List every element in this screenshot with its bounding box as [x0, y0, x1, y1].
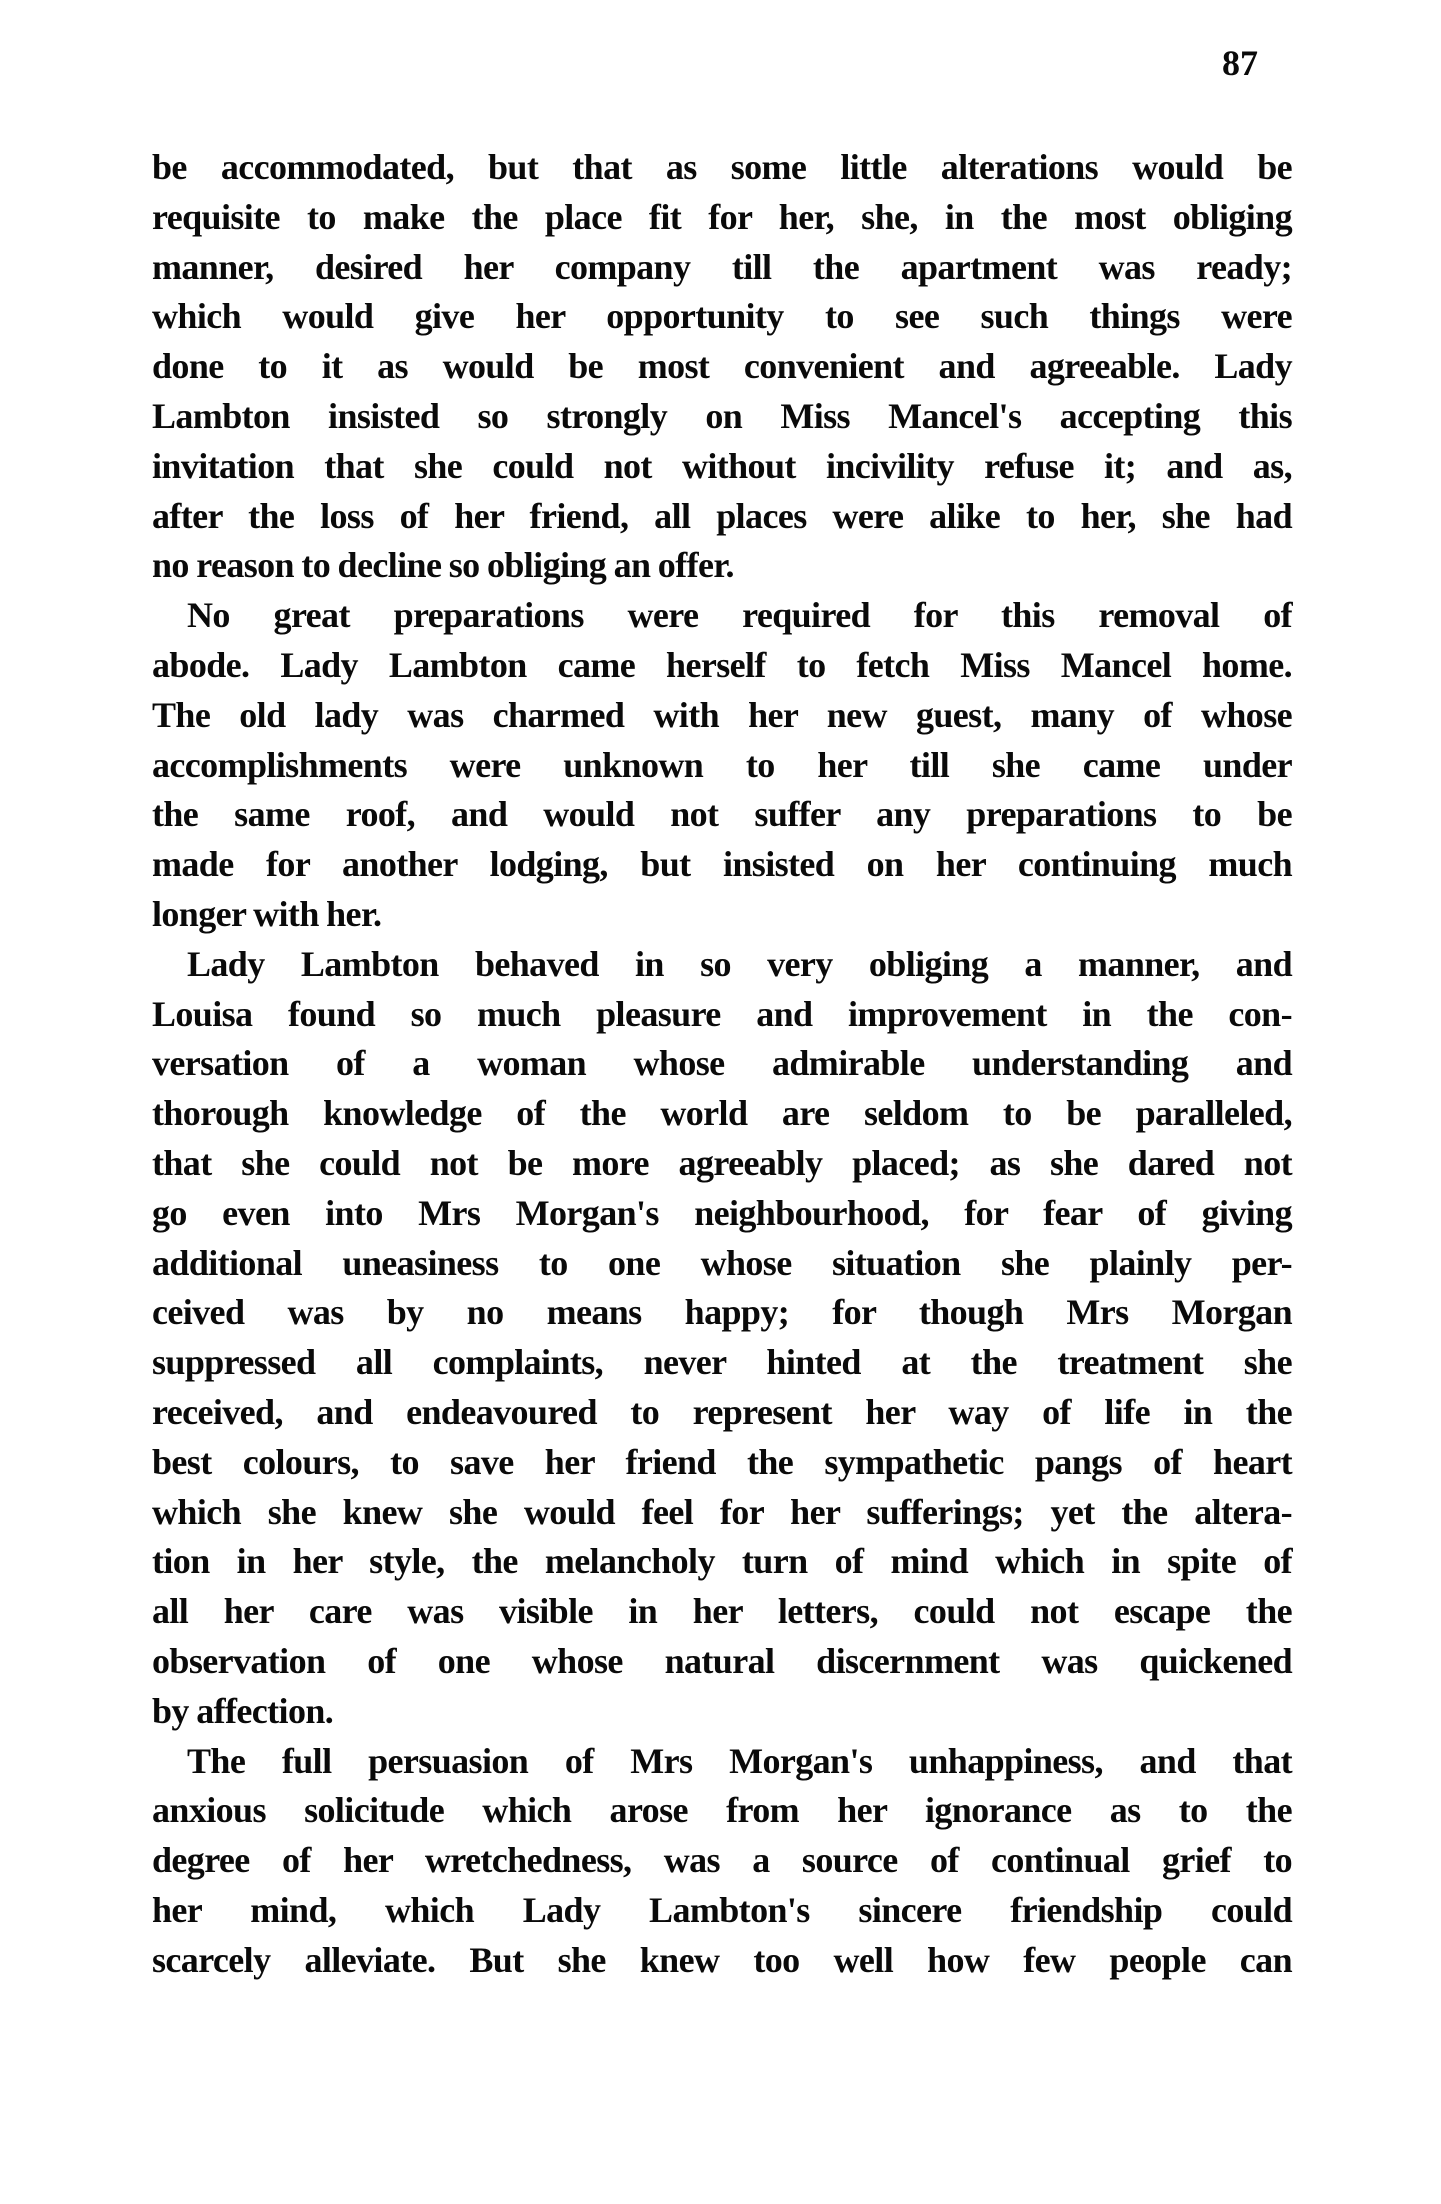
text-line: ceived was by no means happy; for though Mrs Morgan — [152, 1292, 1292, 1333]
text-line: by affection. — [152, 1690, 334, 1731]
text-line: that she could not be more agreeably placed; as she dared not — [152, 1142, 1292, 1183]
text-line: which would give her opportunity to see such things were — [152, 296, 1292, 337]
text-line: thorough knowledge of the world are seldom to be paralleled, — [152, 1093, 1292, 1134]
text-line: No great preparations were required for this removal of — [187, 595, 1292, 636]
body-text — [152, 143, 1292, 1985]
text-line: observation of one whose natural discernment was quickened — [152, 1640, 1292, 1681]
text-line: abode. Lady Lambton came herself to fetch Miss Mancel home. — [152, 644, 1292, 685]
text-line: degree of her wretchedness, was a source of continual grief to — [152, 1840, 1292, 1881]
text-line: longer with her. — [152, 893, 382, 934]
text-line: Lambton insisted so strongly on Miss Mancel's accepting this — [152, 395, 1292, 436]
text-line: anxious solicitude which arose from her ignorance as to the — [152, 1790, 1292, 1831]
text-line: scarcely alleviate. But she knew too well how few people can — [152, 1939, 1292, 1980]
text-line: done to it as would be most convenient and agreeable. Lady — [152, 346, 1292, 387]
paragraph — [152, 1737, 1292, 1986]
text-line: which she knew she would feel for her sufferings; yet the altera- — [152, 1491, 1292, 1532]
paragraph — [152, 143, 1292, 591]
text-line: accomplishments were unknown to her till she came under — [152, 744, 1292, 785]
text-line: no reason to decline so obliging an offer. — [152, 545, 734, 586]
text-line: after the loss of her friend, all places were alike to her, she had — [152, 495, 1292, 536]
text-line: the same roof, and would not suffer any preparations to be — [152, 794, 1292, 835]
text-line: received, and endeavoured to represent her way of life in the — [152, 1391, 1292, 1432]
text-line: manner, desired her company till the apartment was ready; — [152, 246, 1292, 287]
text-line: all her care was visible in her letters, could not escape the — [152, 1591, 1292, 1632]
text-line: requisite to make the place fit for her, she, in the most obliging — [152, 196, 1292, 237]
text-line: versation of a woman whose admirable understanding and — [152, 1043, 1292, 1084]
text-line: invitation that she could not without incivility refuse it; and as, — [152, 445, 1292, 486]
paragraph — [152, 940, 1292, 1737]
text-line: tion in her style, the melancholy turn of mind which in spite of — [152, 1541, 1292, 1582]
paragraph — [152, 591, 1292, 940]
text-line: be accommodated, but that as some little alterations would be — [152, 147, 1292, 187]
text-line: her mind, which Lady Lambton's sincere friendship could — [152, 1889, 1292, 1930]
text-line: Lady Lambton behaved in so very obliging a manner, and — [187, 943, 1292, 984]
text-line: The old lady was charmed with her new guest, many of whose — [152, 694, 1292, 735]
text-line: additional uneasiness to one whose situation she plainly per- — [152, 1242, 1292, 1283]
text-line: suppressed all complaints, never hinted at the treatment she — [152, 1342, 1292, 1383]
page-number: 87 — [1222, 43, 1258, 83]
text-line: go even into Mrs Morgan's neighbourhood, for fear of giving — [152, 1192, 1292, 1233]
text-line: made for another lodging, but insisted on her continuing much — [152, 844, 1292, 885]
text-line: best colours, to save her friend the sympathetic pangs of heart — [152, 1441, 1292, 1482]
text-line: The full persuasion of Mrs Morgan's unhappiness, and that — [187, 1740, 1292, 1781]
text-line: Louisa found so much pleasure and improvement in the con- — [152, 993, 1292, 1034]
